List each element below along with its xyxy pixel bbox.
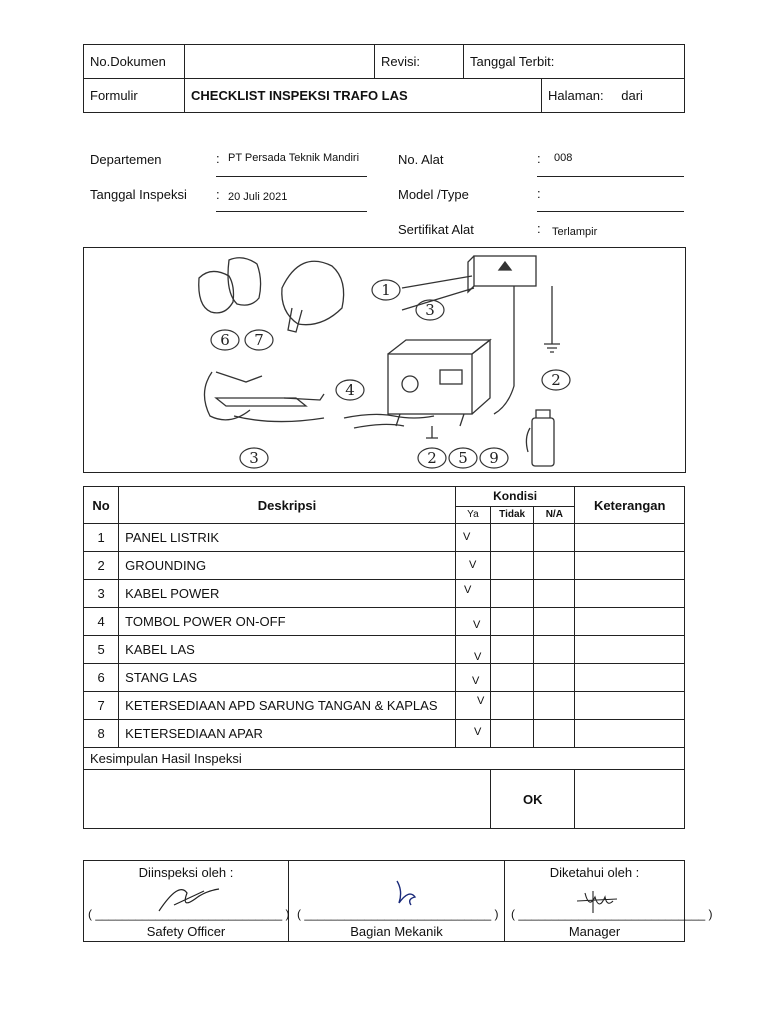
certificate-label: Sertifikat Alat (398, 222, 474, 237)
mechanic-signature (385, 875, 425, 909)
signature-cell-manager (505, 861, 713, 942)
revision-label: Revisi: (375, 45, 464, 79)
inspected-by-label: Diinspeksi oleh : (138, 865, 234, 880)
col-remarks-header: Keterangan (575, 487, 685, 524)
col-condition-header: Kondisi (455, 487, 575, 507)
page-of: dari (621, 88, 643, 103)
doc-no-label: No.Dokumen (84, 45, 185, 79)
check-mark-1: V (463, 531, 471, 543)
table-row: 7 KETERSEDIAAN APD SARUNG TANGAN & KAPLAS (84, 692, 685, 720)
department-label: Departemen (90, 152, 162, 167)
certificate-value: Terlampir (552, 226, 598, 238)
department-colon: : (216, 151, 220, 166)
document-header-table (83, 44, 685, 113)
tool-no-value: 008 (554, 152, 573, 164)
col-desc-header: Deskripsi (119, 487, 456, 524)
doc-no-value (185, 45, 375, 79)
form-label: Formulir (84, 79, 185, 113)
col-no-cond-header: Tidak (491, 506, 534, 523)
callout-2-bottom: 2 (427, 449, 437, 467)
model-colon: : (537, 186, 541, 201)
table-row: 4 TOMBOL POWER ON-OFF (84, 608, 685, 636)
table-row: 3 KABEL POWER (84, 580, 685, 608)
check-mark-6: V (472, 675, 480, 687)
table-row: 6 STANG LAS (84, 664, 685, 692)
checklist-table (83, 486, 685, 829)
tool-no-colon: : (537, 151, 541, 166)
page-label: Halaman: (548, 88, 604, 103)
role-manager: Manager (568, 924, 621, 939)
callout-3-top: 3 (425, 301, 435, 319)
callout-6: 6 (220, 331, 230, 349)
tool-no-underline (537, 176, 684, 177)
check-mark-7: V (477, 695, 485, 707)
check-mark-3: V (464, 584, 472, 596)
conclusion-label: Kesimpulan Hasil Inspeksi (84, 748, 685, 770)
model-label: Model /Type (398, 187, 469, 202)
col-no-header: No (84, 487, 119, 524)
inspection-date-label: Tanggal Inspeksi (90, 187, 187, 202)
model-underline (537, 211, 684, 212)
form-title: CHECKLIST INSPEKSI TRAFO LAS (185, 79, 542, 113)
table-row: 5 KABEL LAS (84, 636, 685, 664)
check-mark-5: V (474, 651, 482, 663)
inspection-date-colon: : (216, 187, 220, 202)
signature-cell-mechanic (289, 861, 505, 942)
callout-9: 9 (489, 449, 499, 467)
certificate-colon: : (537, 221, 541, 236)
inspection-date-value: 20 Juli 2021 (228, 191, 288, 203)
tool-no-label: No. Alat (398, 152, 444, 167)
col-na-header: N/A (534, 506, 575, 523)
callout-1: 1 (381, 281, 391, 299)
role-safety-officer: Safety Officer (146, 924, 226, 939)
callout-4: 4 (345, 381, 355, 399)
callout-3-bottom: 3 (249, 449, 259, 467)
table-row: 2 GROUNDING (84, 552, 685, 580)
welding-transformer-diagram (83, 247, 686, 473)
callout-7: 7 (254, 331, 264, 349)
signature-line-2: ( ____________________________ ) (297, 907, 499, 921)
department-value: PT Persada Teknik Mandiri (228, 152, 360, 164)
role-mechanic: Bagian Mekanik (350, 924, 443, 939)
acknowledged-by-label: Diketahui oleh : (549, 865, 640, 880)
conclusion-notes (84, 770, 456, 829)
callout-2-right: 2 (551, 371, 561, 389)
inspection-date-underline (216, 211, 367, 212)
signature-line-3: ( ____________________________ ) (511, 907, 713, 921)
check-mark-4: V (473, 619, 481, 631)
issue-date-label: Tanggal Terbit: (464, 45, 685, 79)
signature-table (83, 860, 713, 942)
signature-cell-safety (84, 861, 289, 942)
col-yes-header: Ya (455, 506, 490, 523)
conclusion-value: OK (491, 770, 575, 829)
diagram-illustration (84, 248, 685, 472)
table-row: 8 KETERSEDIAAN APAR (84, 720, 685, 748)
signature-line-1: ( ____________________________ ) (88, 907, 290, 921)
table-row: 1 PANEL LISTRIK (84, 524, 685, 552)
callout-5: 5 (458, 449, 468, 467)
check-mark-2: V (469, 559, 477, 571)
department-underline (216, 176, 367, 177)
page-cell (542, 79, 685, 113)
check-mark-8: V (474, 726, 482, 738)
